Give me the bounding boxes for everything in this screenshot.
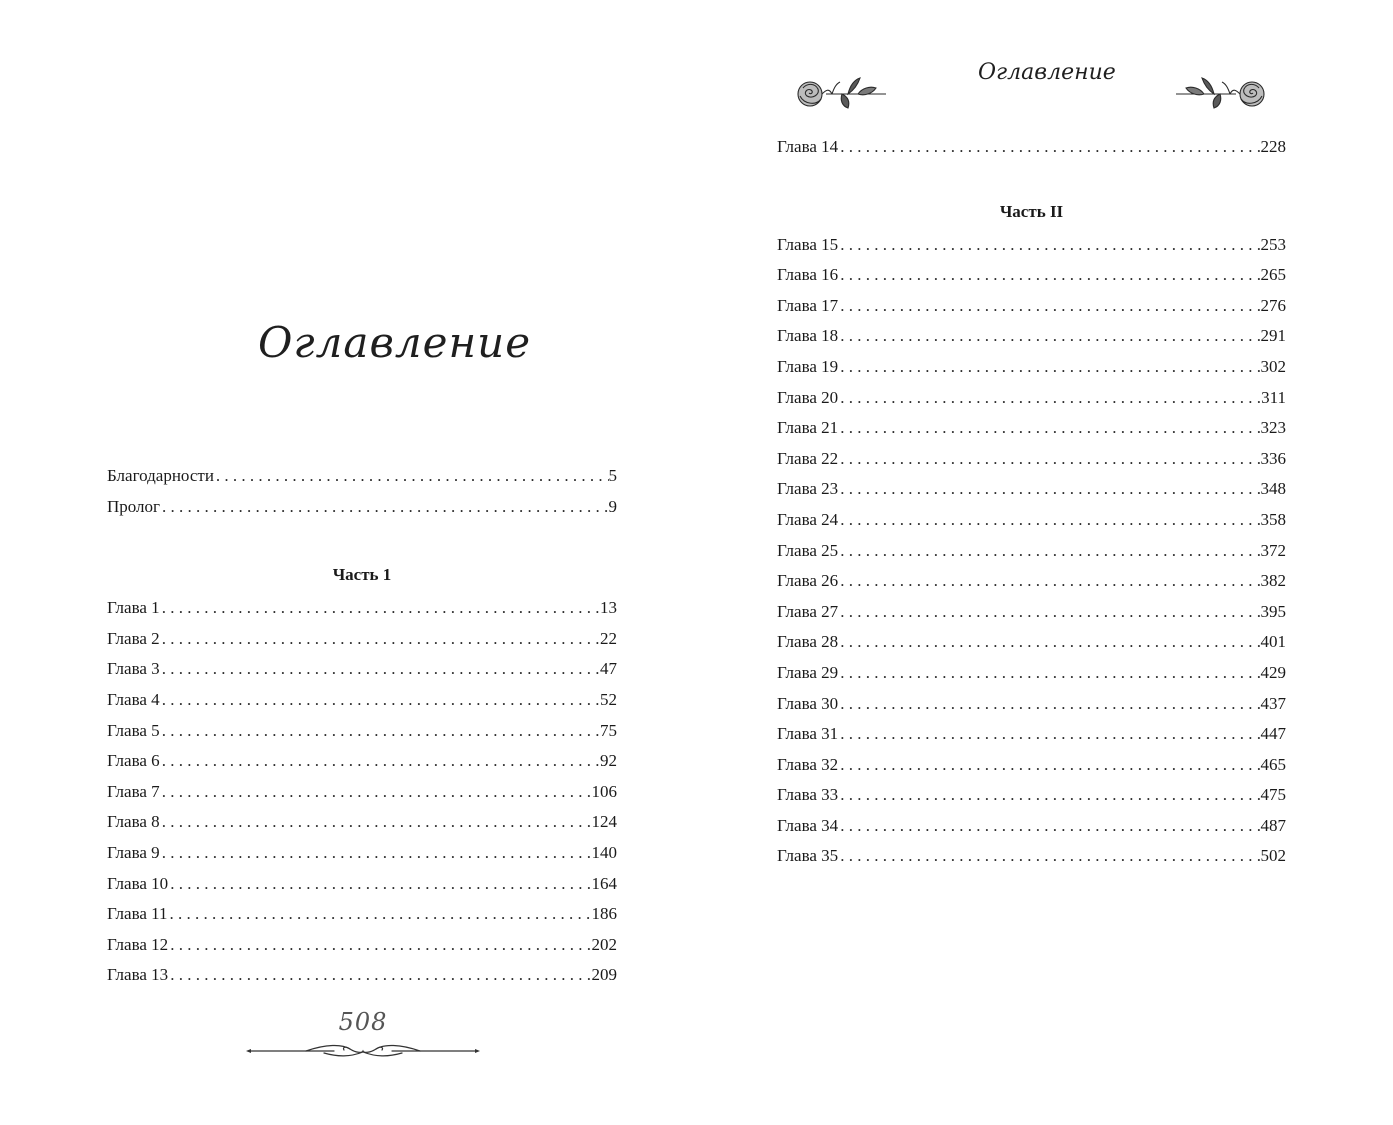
toc-entry-page: 447	[1260, 724, 1286, 744]
toc-entry[interactable]	[107, 593, 617, 624]
dot-leader	[838, 352, 1260, 383]
toc-title: Оглавление	[258, 318, 532, 367]
toc-entry-label: Глава 5	[107, 720, 160, 740]
toc-entry-label: Глава 2	[107, 628, 160, 648]
toc-entry-label: Глава 29	[777, 662, 839, 682]
dot-leader	[838, 413, 1260, 444]
dot-leader	[838, 719, 1260, 750]
dot-leader	[838, 230, 1260, 261]
rose-icon	[796, 66, 888, 114]
dot-leader	[838, 444, 1260, 475]
toc-entry-page: 92	[600, 751, 617, 771]
toc-entry-label: Глава 16	[777, 265, 839, 285]
toc-entry-label: Глава 25	[777, 540, 839, 560]
dot-leader	[160, 746, 600, 777]
toc-entry-label: Глава 14	[777, 137, 839, 156]
toc-entry-label: Глава 34	[777, 815, 839, 835]
toc-entry[interactable]	[107, 930, 617, 961]
toc-entry-page: 395	[1260, 601, 1286, 621]
dot-leader	[160, 838, 592, 869]
toc-entry[interactable]	[107, 869, 617, 900]
toc-entry-page: 265	[1260, 265, 1286, 285]
dot-leader	[838, 780, 1260, 811]
toc-entry-page: 487	[1260, 815, 1286, 835]
toc-entry[interactable]	[777, 260, 1286, 291]
toc-entry-label: Глава 35	[777, 846, 839, 866]
toc-entry[interactable]	[107, 838, 617, 869]
toc-entry-label: Глава 21	[777, 418, 839, 438]
toc-entry-page: 336	[1260, 448, 1286, 468]
toc-entry-page: 52	[600, 689, 617, 709]
part-heading: Часть 1	[332, 565, 392, 585]
toc-entry-page: 475	[1260, 785, 1286, 805]
dot-leader	[168, 869, 591, 900]
toc-entry-label: Глава 3	[107, 659, 160, 679]
toc-entry-page: 437	[1260, 693, 1286, 713]
toc-entry-page: 5	[608, 466, 617, 485]
toc-entry-label: Глава 9	[107, 842, 160, 862]
toc-entry[interactable]	[777, 597, 1286, 628]
toc-entry-page: 106	[591, 781, 617, 801]
toc-entry-page: 228	[1260, 137, 1286, 156]
toc-entry-page: 13	[600, 598, 617, 618]
toc-entry-page: 465	[1260, 754, 1286, 774]
toc-entry[interactable]	[777, 658, 1286, 689]
right-page	[696, 0, 1393, 1125]
toc-entry-label: Благодарности	[107, 466, 214, 485]
toc-entry-page: 276	[1260, 295, 1286, 315]
toc-entry[interactable]	[107, 461, 617, 492]
dot-leader	[160, 654, 600, 685]
toc-entry-page: 323	[1260, 418, 1286, 438]
toc-entry[interactable]	[107, 624, 617, 655]
toc-entry-page: 22	[600, 628, 617, 648]
toc-entry-label: Глава 1	[107, 598, 160, 618]
toc-entry-label: Глава 27	[777, 601, 839, 621]
dot-leader	[838, 321, 1260, 352]
toc-entry-page: 382	[1260, 571, 1286, 591]
dot-leader	[838, 505, 1260, 536]
spacer	[107, 522, 617, 557]
dot-leader	[160, 685, 600, 716]
toc-entry-page: 358	[1260, 509, 1286, 529]
dot-leader	[168, 930, 591, 961]
toc-entry-label: Глава 31	[777, 724, 839, 744]
toc-entry-label: Глава 23	[777, 479, 839, 499]
left-toc-list	[107, 461, 617, 991]
dot-leader	[160, 593, 600, 624]
dot-leader	[160, 807, 592, 838]
toc-entry[interactable]	[777, 750, 1286, 781]
dot-leader	[168, 899, 592, 930]
toc-entry-page: 401	[1260, 632, 1286, 652]
toc-entry[interactable]	[107, 716, 617, 747]
dot-leader	[838, 750, 1260, 781]
toc-entry-page: 372	[1260, 540, 1286, 560]
toc-entry-label: Глава 33	[777, 785, 839, 805]
dot-leader	[838, 841, 1260, 872]
dot-leader	[838, 260, 1260, 291]
toc-entry[interactable]	[777, 383, 1286, 414]
toc-entry-page: 9	[608, 496, 617, 516]
toc-entry-label: Глава 19	[777, 356, 839, 376]
toc-entry-label: Глава 18	[777, 326, 839, 346]
toc-entry-page: 202	[591, 934, 617, 954]
dot-leader	[168, 960, 591, 991]
dot-leader	[838, 132, 1260, 163]
toc-entry-label: Глава 7	[107, 781, 160, 801]
toc-entry[interactable]	[777, 566, 1286, 597]
toc-entry-label: Глава 17	[777, 295, 839, 315]
toc-entry-page: 253	[1260, 234, 1286, 254]
dot-leader	[838, 658, 1260, 689]
toc-entry[interactable]	[777, 536, 1286, 567]
toc-entry-page: 164	[591, 873, 617, 893]
toc-entry[interactable]	[777, 352, 1286, 383]
toc-entry-page: 124	[591, 812, 617, 832]
toc-entry-page: 502	[1260, 846, 1286, 866]
dot-leader	[838, 291, 1260, 322]
toc-entry-page: 302	[1260, 356, 1286, 376]
toc-entry-page: 75	[600, 720, 617, 740]
toc-entry-label: Пролог	[107, 496, 161, 516]
right-toc-list	[777, 132, 1286, 872]
dot-leader	[838, 536, 1260, 567]
toc-entry[interactable]	[777, 841, 1286, 872]
toc-entry[interactable]	[107, 960, 617, 991]
toc-entry-page: 209	[591, 965, 617, 985]
toc-entry[interactable]	[107, 777, 617, 808]
dot-leader	[160, 492, 608, 523]
part-heading: Часть II	[999, 201, 1064, 221]
toc-entry-label: Глава 11	[107, 904, 168, 924]
toc-entry[interactable]	[777, 230, 1286, 261]
dot-leader	[214, 461, 609, 492]
dot-leader	[160, 716, 600, 747]
toc-entry[interactable]	[777, 474, 1286, 505]
left-page	[0, 0, 696, 1125]
toc-entry-label: Глава 13	[107, 965, 169, 985]
toc-entry[interactable]	[107, 654, 617, 685]
toc-entry[interactable]	[777, 689, 1286, 720]
toc-entry-page: 291	[1260, 326, 1286, 346]
toc-entry[interactable]	[777, 291, 1286, 322]
spacer	[777, 163, 1286, 194]
toc-entry-page: 186	[591, 904, 617, 924]
toc-entry-page: 311	[1261, 387, 1286, 407]
toc-entry[interactable]	[777, 719, 1286, 750]
toc-entry[interactable]	[107, 492, 617, 523]
toc-entry-label: Глава 30	[777, 693, 839, 713]
toc-entry-page: 140	[591, 842, 617, 862]
toc-entry[interactable]	[107, 807, 617, 838]
running-head: Оглавление	[978, 60, 1116, 85]
toc-entry[interactable]	[777, 321, 1286, 352]
toc-entry[interactable]	[777, 627, 1286, 658]
page-number-folio: 508	[338, 1008, 388, 1036]
toc-entry[interactable]	[777, 444, 1286, 475]
toc-entry[interactable]	[777, 413, 1286, 444]
toc-entry-label: Глава 26	[777, 571, 839, 591]
toc-entry-page: 348	[1260, 479, 1286, 499]
dot-leader	[838, 627, 1260, 658]
toc-entry-label: Глава 4	[107, 689, 160, 709]
dot-leader	[838, 597, 1260, 628]
dot-leader	[838, 474, 1260, 505]
toc-entry-label: Глава 28	[777, 632, 839, 652]
toc-entry-label: Глава 10	[107, 873, 169, 893]
toc-entry[interactable]	[777, 780, 1286, 811]
dot-leader	[838, 689, 1260, 720]
dot-leader	[160, 777, 592, 808]
toc-entry[interactable]	[107, 746, 617, 777]
toc-entry[interactable]	[107, 685, 617, 716]
toc-entry-label: Глава 24	[777, 509, 839, 529]
toc-entry[interactable]	[777, 132, 1286, 163]
dot-leader	[838, 383, 1261, 414]
toc-entry-label: Глава 32	[777, 754, 839, 774]
toc-entry-page: 47	[600, 659, 617, 679]
toc-entry-label: Глава 12	[107, 934, 169, 954]
toc-entry-label: Глава 6	[107, 751, 160, 771]
toc-entry-page: 429	[1260, 662, 1286, 682]
toc-entry-label: Глава 8	[107, 812, 160, 832]
toc-entry[interactable]	[107, 899, 617, 930]
toc-entry-label: Глава 22	[777, 448, 839, 468]
toc-entry-label: Глава 15	[777, 234, 839, 254]
rose-icon	[1174, 66, 1266, 114]
toc-entry[interactable]	[777, 505, 1286, 536]
toc-entry[interactable]	[777, 811, 1286, 842]
dot-leader	[160, 624, 600, 655]
flourish-divider-icon	[246, 1042, 480, 1060]
toc-entry-label: Глава 20	[777, 387, 839, 407]
dot-leader	[838, 811, 1260, 842]
dot-leader	[838, 566, 1260, 597]
